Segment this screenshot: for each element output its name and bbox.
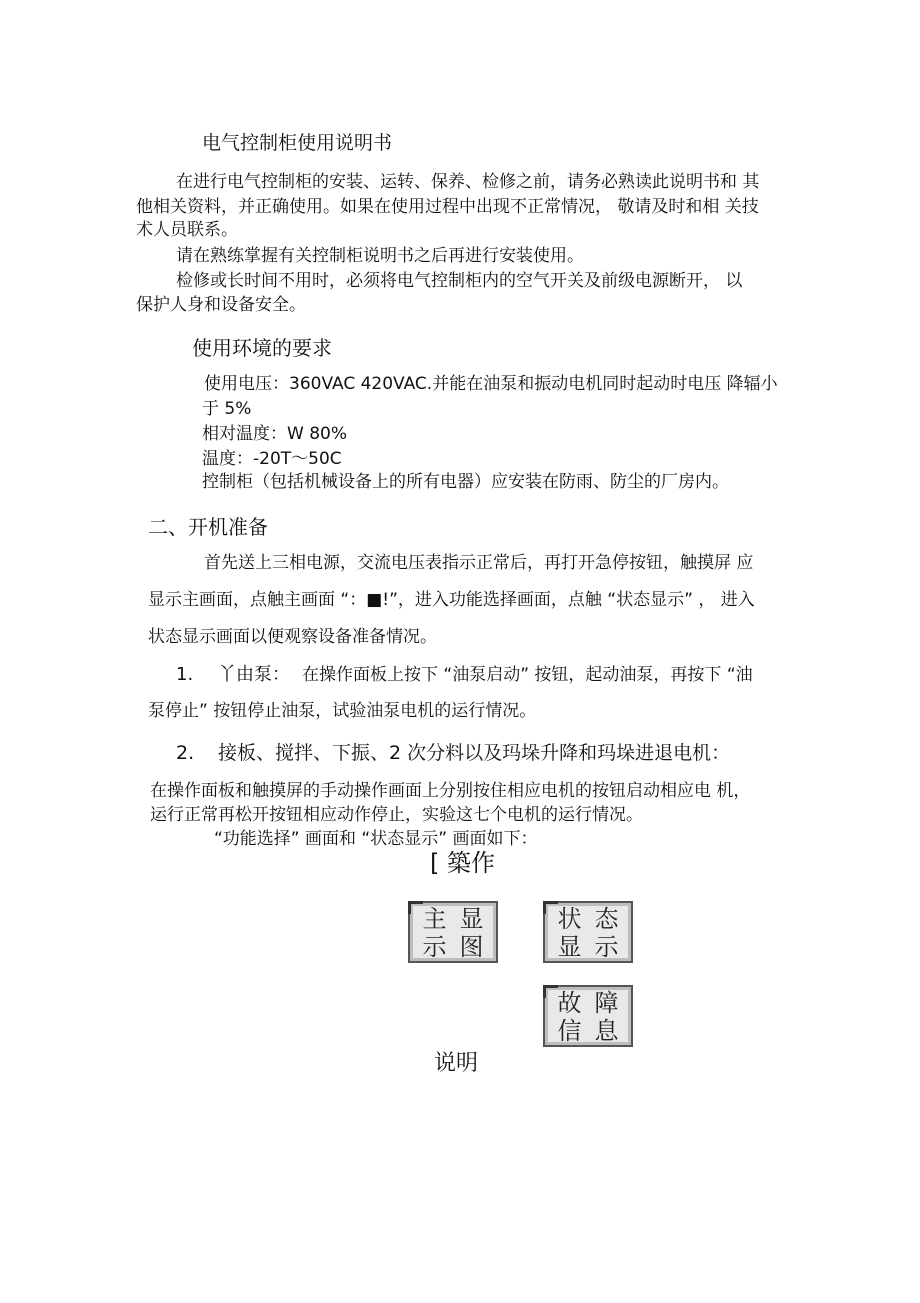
item1-title: 丫由泵： [218, 664, 290, 685]
main-display-button[interactable] [408, 901, 498, 963]
intro-p2: 请在熟练掌握有关控制柜说明书之后再进行安装使用。 [176, 246, 584, 266]
button-char: 状 [557, 905, 582, 933]
env-humidity: 相对温度：W 80% [202, 424, 347, 444]
intro-p1-line3: 术人员联系。 [136, 220, 238, 240]
item1-number: 1. [176, 664, 194, 685]
item1-line2: 泵停止” 按钮停止油泵，试验油泵电机的运行情况。 [148, 701, 537, 721]
item2-title: 接板、搅拌、下振、2 次分料以及玛垛升降和玛垛进退电机： [218, 742, 731, 764]
intro-p3-line1: 检修或长时间不用时，必须将电气控制柜内的空气开关及前级电源断开， 以 [176, 271, 743, 291]
button-char: 故 [557, 989, 582, 1017]
screens-caption: “功能选择” 画面和 “状态显示” 画面如下： [214, 829, 538, 849]
item2-number: 2. [176, 742, 195, 764]
item2-line2: 运行正常再松开按钮相应动作停止，实验这七个电机的运行情况。 [150, 805, 643, 825]
fault-info-button[interactable] [543, 985, 633, 1047]
env-cabinet: 控制柜（包括机械设备上的所有电器）应安装在防雨、防尘的厂房内。 [202, 472, 729, 492]
intro-p3-line2: 保护人身和设备安全。 [136, 295, 306, 315]
button-char: 示 [422, 933, 447, 961]
page-title: 电气控制柜使用说明书 [202, 132, 393, 154]
button-char: 主 [422, 905, 447, 933]
button-char: 信 [557, 1017, 582, 1045]
button-char: 示 [594, 933, 619, 961]
env-voltage-line2: 于 5% [202, 399, 252, 419]
panel-footer: 说明 [434, 1051, 479, 1076]
corner-mark [543, 901, 558, 914]
corner-mark [408, 901, 423, 914]
panel-header: [ 築作 [430, 849, 495, 877]
env-temperature: 温度：-20T〜50C [202, 449, 342, 469]
button-char: 息 [594, 1017, 619, 1045]
intro-p1-line1: 在进行电气控制柜的安装、运转、保养、检修之前，请务必熟读此说明书和 其 [176, 172, 760, 192]
startup-p1-line1: 首先送上三相电源，交流电压表指示正常后，再打开急停按钮，触摸屏 应 [204, 553, 754, 573]
env-heading: 使用环境的要求 [192, 336, 332, 360]
startup-p1-line3: 状态显示画面以便观察设备准备情况。 [148, 627, 437, 647]
startup-p1-line2: 显示主画面，点触主画面 “：■!”，进入功能选择画面，点触 “状态显示” ， 进入 [148, 590, 755, 610]
intro-p1-line2: 他相关资料，并正确使用。如果在使用过程中出现不正常情况， 敬请及时和相 关技 [136, 197, 759, 217]
corner-mark [543, 985, 558, 998]
button-char: 图 [459, 933, 484, 961]
button-char: 显 [459, 905, 484, 933]
button-char: 态 [594, 905, 619, 933]
status-display-button[interactable] [543, 901, 633, 963]
item1-line1: 在操作面板上按下 “油泵启动” 按钮，起动油泵，再按下 “油 [302, 665, 753, 685]
button-char: 显 [557, 933, 582, 961]
env-voltage-line1: 使用电压：360VAC 420VAC.并能在油泵和振动电机同时起动时电压 降辐小 [204, 374, 778, 394]
startup-heading: 二、开机准备 [148, 515, 268, 539]
item2-line1: 在操作面板和触摸屏的手动操作画面上分别按住相应电机的按钮启动相应电 机， [150, 781, 751, 801]
button-char: 障 [594, 989, 619, 1017]
